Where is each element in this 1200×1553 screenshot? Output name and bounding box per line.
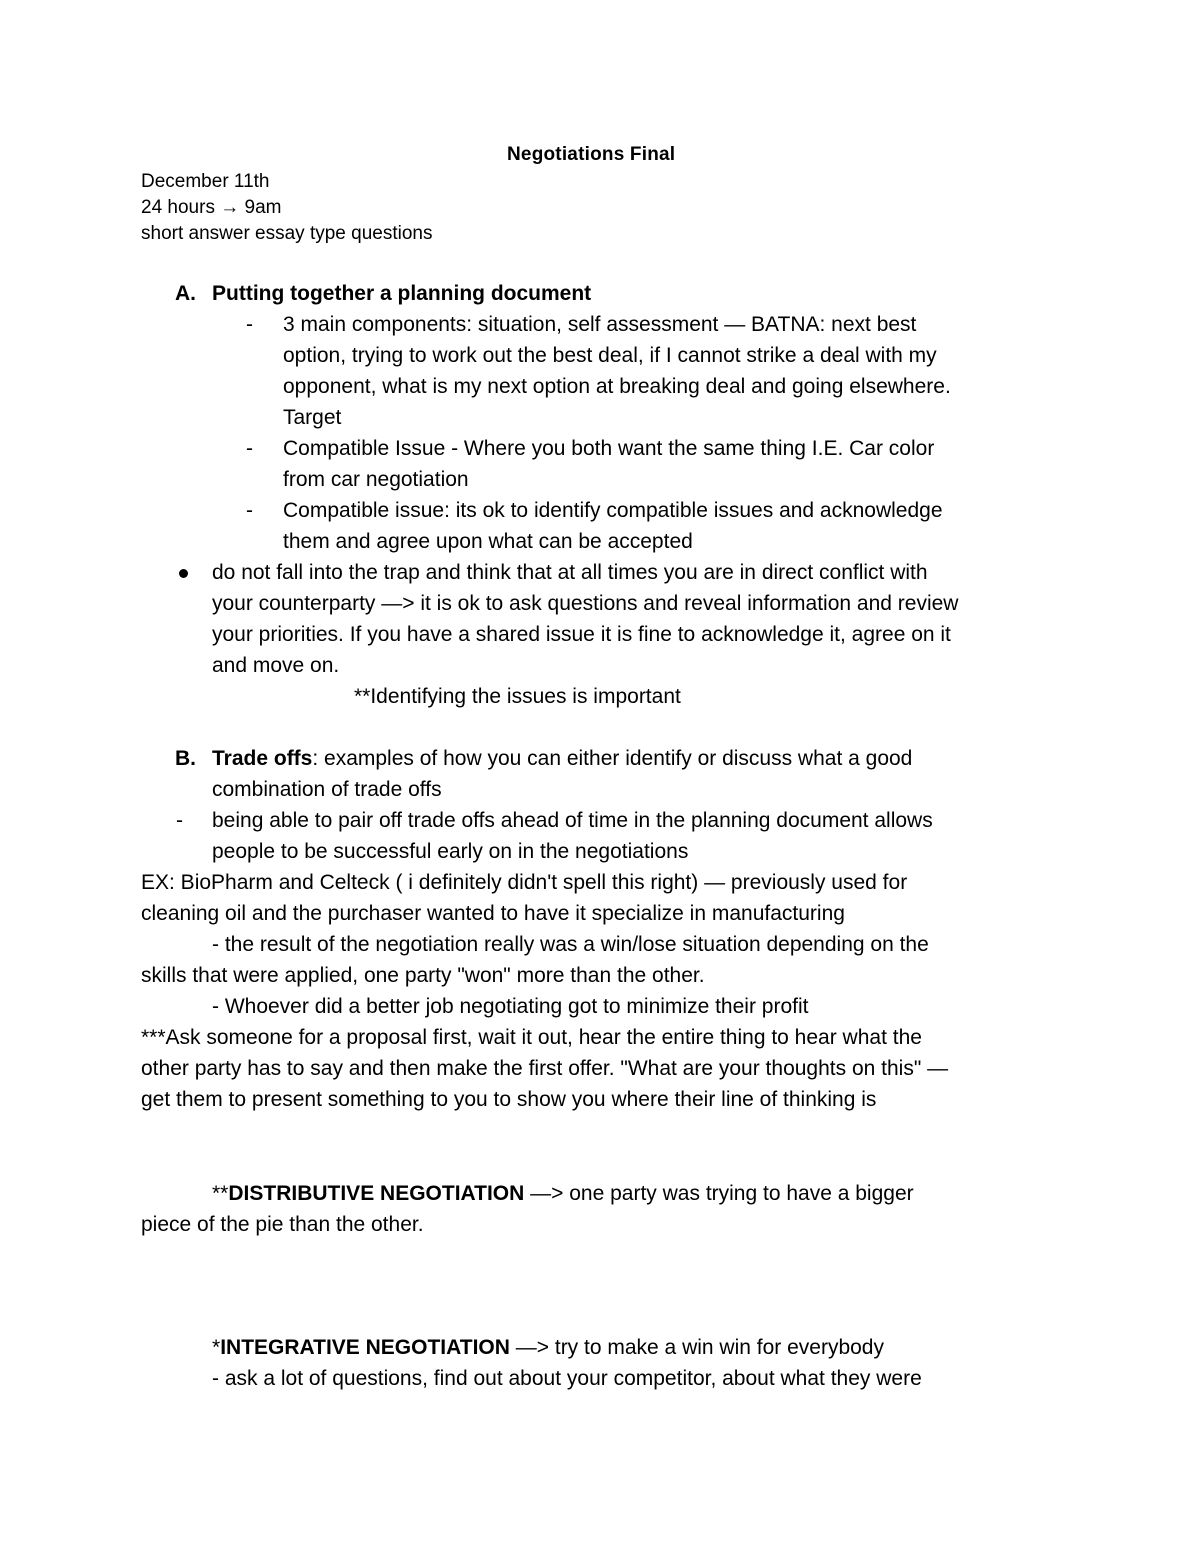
exam-duration: 24 hours → 9am	[141, 197, 282, 218]
section-a-bullet-line: do not fall into the trap and think that at all times you are in direct conflict with	[212, 561, 928, 584]
exam-format: short answer essay type questions	[141, 223, 433, 244]
section-a-item-3-line: them and agree upon what can be accepted	[283, 530, 693, 553]
section-b-result-line: skills that were applied, one party "won" more than the other.	[141, 964, 705, 987]
distributive-heading	[212, 1183, 914, 1204]
section-a-item-1-line: 3 main components: situation, self assessment — BATNA: next best	[283, 313, 917, 336]
section-a-bullet-line: your counterparty —> it is ok to ask questions and reveal information and review	[212, 592, 959, 615]
section-a-bullet-line: your priorities. If you have a shared issue it is fine to acknowledge it, agree on it	[212, 623, 951, 646]
section-b-ask-line: get them to present something to you to show you where their line of thinking is	[141, 1088, 877, 1111]
distributive-term: DISTRIBUTIVE NEGOTIATION	[228, 1182, 525, 1205]
distributive-prefix: **	[212, 1182, 229, 1205]
bullet-icon	[179, 569, 188, 578]
section-b-heading-rest: : examples of how you can either identify or discuss what a good	[312, 747, 913, 770]
integrative-heading	[212, 1337, 884, 1358]
section-a-item-1-line: opponent, what is my next option at breaking deal and going elsewhere.	[283, 375, 951, 398]
section-b-heading-line: combination of trade offs	[212, 778, 442, 801]
distributive-line-2: piece of the pie than the other.	[141, 1213, 424, 1236]
section-a-item-1-line: Target	[283, 406, 342, 429]
section-a-dash-3: -	[246, 499, 253, 522]
section-b-example-line: cleaning oil and the purchaser wanted to have it specialize in manufacturing	[141, 902, 845, 925]
section-b-ask-line: other party has to say and then make the first offer. "What are your thoughts on this" —	[141, 1057, 949, 1080]
integrative-prefix: *	[212, 1336, 221, 1359]
section-a-heading: Putting together a planning document	[212, 282, 592, 305]
section-b-heading-term: Trade offs	[212, 747, 313, 770]
section-b-heading	[212, 748, 912, 769]
section-b-item-1-line: being able to pair off trade offs ahead of time in the planning document allows	[212, 809, 933, 832]
section-a-dash-1: -	[246, 313, 253, 336]
section-b-whoever: - Whoever did a better job negotiating got to minimize their profit	[212, 995, 809, 1018]
integrative-term: INTEGRATIVE NEGOTIATION	[220, 1336, 510, 1359]
section-b-result-line: - the result of the negotiation really was a win/lose situation depending on the	[212, 933, 929, 956]
section-a-dash-2: -	[246, 437, 253, 460]
exam-date: December 11th	[141, 171, 270, 192]
section-b-marker: B.	[175, 747, 196, 770]
section-b-item-1-line: people to be successful early on in the negotiations	[212, 840, 689, 863]
section-a-note: **Identifying the issues is important	[354, 685, 681, 708]
integrative-rest: —> try to make a win win for everybody	[509, 1336, 884, 1359]
integrative-line-2: - ask a lot of questions, find out about your competitor, about what they were	[212, 1367, 922, 1390]
distributive-rest: —> one party was trying to have a bigger	[524, 1182, 914, 1205]
section-b-example-line: EX: BioPharm and Celteck ( i definitely didn't spell this right) — previously used for	[141, 871, 908, 894]
section-b-dash-1: -	[176, 809, 183, 832]
document-title: Negotiations Final	[507, 144, 676, 165]
section-a-item-3-line: Compatible issue: its ok to identify compatible issues and acknowledge	[283, 499, 943, 522]
section-b-ask-line: ***Ask someone for a proposal first, wait it out, hear the entire thing to hear what the	[141, 1026, 922, 1049]
section-a-bullet-line: and move on.	[212, 654, 340, 677]
section-a-item-1-line: option, trying to work out the best deal, if I cannot strike a deal with my	[283, 344, 937, 367]
section-a-item-2-line: Compatible Issue - Where you both want the same thing I.E. Car color	[283, 437, 935, 460]
section-a-marker: A.	[175, 282, 196, 305]
section-a-item-2-line: from car negotiation	[283, 468, 469, 491]
